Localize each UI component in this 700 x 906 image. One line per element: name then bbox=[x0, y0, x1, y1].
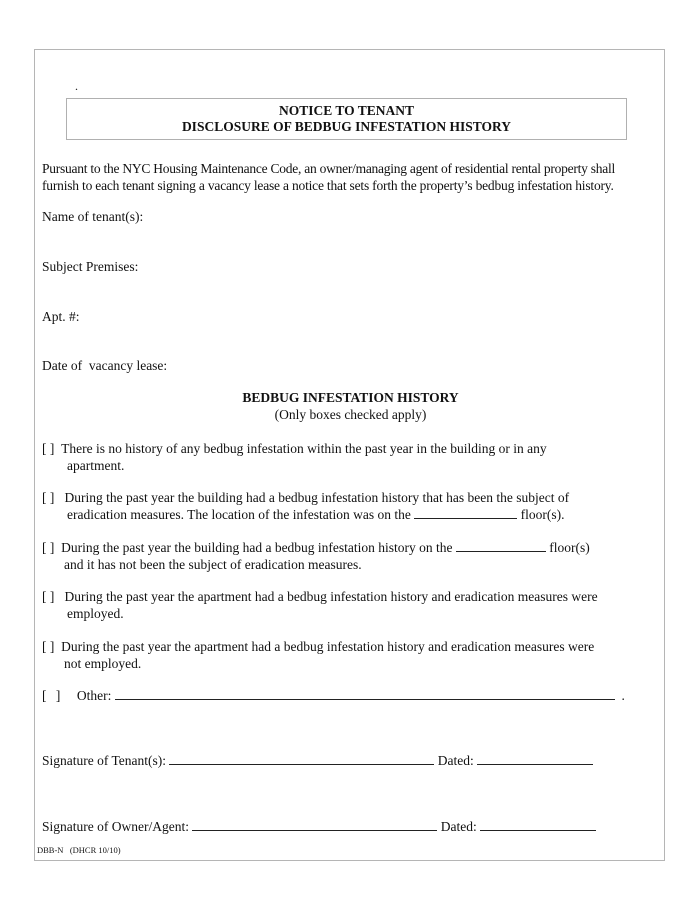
title-box bbox=[66, 98, 627, 140]
owner-signature-row bbox=[42, 818, 596, 835]
tenant-name-label: Name of tenant(s): bbox=[42, 209, 144, 224]
option-text-cont: eradication measures. The location of the infestation was on the bbox=[67, 507, 411, 522]
apt-number-field[interactable] bbox=[42, 308, 80, 325]
option-apartment-not-eradicated bbox=[42, 638, 594, 672]
option-checkbox[interactable]: [ ] bbox=[42, 688, 64, 703]
option-text-suffix: floor(s). bbox=[520, 507, 565, 522]
option-text: During the past year the building had a bedbug infestation history on the bbox=[61, 540, 453, 555]
floors-blank-input[interactable] bbox=[414, 506, 517, 519]
stray-mark: . bbox=[75, 79, 78, 93]
intro-line-1: Pursuant to the NYC Housing Maintenance Code, an owner/managing agent of residential rental property shall bbox=[42, 161, 615, 176]
subject-premises-label: Subject Premises: bbox=[42, 259, 139, 274]
apt-number-label: Apt. #: bbox=[42, 309, 80, 324]
floors-blank-input[interactable] bbox=[456, 539, 546, 552]
vacancy-lease-date-field[interactable] bbox=[42, 357, 167, 374]
form-code-footer: DBB-N (DHCR 10/10) bbox=[37, 845, 121, 855]
other-period: . bbox=[621, 688, 625, 703]
other-input[interactable] bbox=[115, 687, 615, 700]
form-page bbox=[34, 49, 665, 861]
option-checkbox[interactable]: [ ] bbox=[42, 490, 55, 505]
history-heading: BEDBUG INFESTATION HISTORY bbox=[242, 390, 459, 405]
tenant-signature-row bbox=[42, 752, 593, 769]
title-line-2: DISCLOSURE OF BEDBUG INFESTATION HISTORY bbox=[181, 119, 512, 134]
option-text: During the past year the apartment had a bedbug infestation history and eradication measures were bbox=[64, 589, 598, 604]
option-text-suffix: floor(s) bbox=[549, 540, 590, 555]
intro-paragraph bbox=[42, 160, 615, 194]
option-checkbox[interactable]: [ ] bbox=[42, 441, 55, 456]
option-building-eradicated bbox=[42, 489, 569, 523]
option-building-not-eradicated bbox=[42, 539, 590, 573]
other-label: Other: bbox=[76, 688, 112, 703]
tenant-dated-input[interactable] bbox=[477, 752, 593, 765]
vacancy-lease-date-label: Date of vacancy lease: bbox=[42, 358, 168, 373]
owner-signature-input[interactable] bbox=[192, 818, 437, 831]
tenant-signature-input[interactable] bbox=[169, 752, 434, 765]
owner-dated-label: Dated: bbox=[440, 819, 477, 834]
option-text-cont: employed. bbox=[67, 606, 124, 621]
tenant-dated-label: Dated: bbox=[437, 753, 474, 768]
intro-line-2: furnish to each tenant signing a vacancy lease a notice that sets forth the property’s bedbug infestation history. bbox=[42, 178, 614, 193]
tenant-signature-label: Signature of Tenant(s): bbox=[42, 753, 167, 768]
option-checkbox[interactable]: [ ] bbox=[42, 589, 55, 604]
option-no-history bbox=[42, 440, 547, 474]
option-other bbox=[42, 687, 625, 704]
owner-signature-label: Signature of Owner/Agent: bbox=[42, 819, 189, 834]
option-apartment-eradicated bbox=[42, 588, 598, 622]
option-text: During the past year the building had a bedbug infestation history that has been the subject of bbox=[64, 490, 570, 505]
option-checkbox[interactable]: [ ] bbox=[42, 639, 55, 654]
title-line-1: NOTICE TO TENANT bbox=[278, 103, 415, 118]
option-text: During the past year the apartment had a bedbug infestation history and eradication measures were bbox=[61, 639, 595, 654]
option-text-cont: not employed. bbox=[64, 656, 142, 671]
option-text-cont: and it has not been the subject of eradication measures. bbox=[64, 557, 362, 572]
option-text-cont: apartment. bbox=[67, 458, 125, 473]
owner-dated-input[interactable] bbox=[480, 818, 596, 831]
option-checkbox[interactable]: [ ] bbox=[42, 540, 55, 555]
option-text: There is no history of any bedbug infestation within the past year in the building or in any bbox=[61, 441, 547, 456]
history-section-header bbox=[35, 389, 666, 423]
history-subheading: (Only boxes checked apply) bbox=[274, 407, 427, 422]
subject-premises-field[interactable] bbox=[42, 258, 138, 275]
tenant-name-field[interactable] bbox=[42, 208, 143, 225]
